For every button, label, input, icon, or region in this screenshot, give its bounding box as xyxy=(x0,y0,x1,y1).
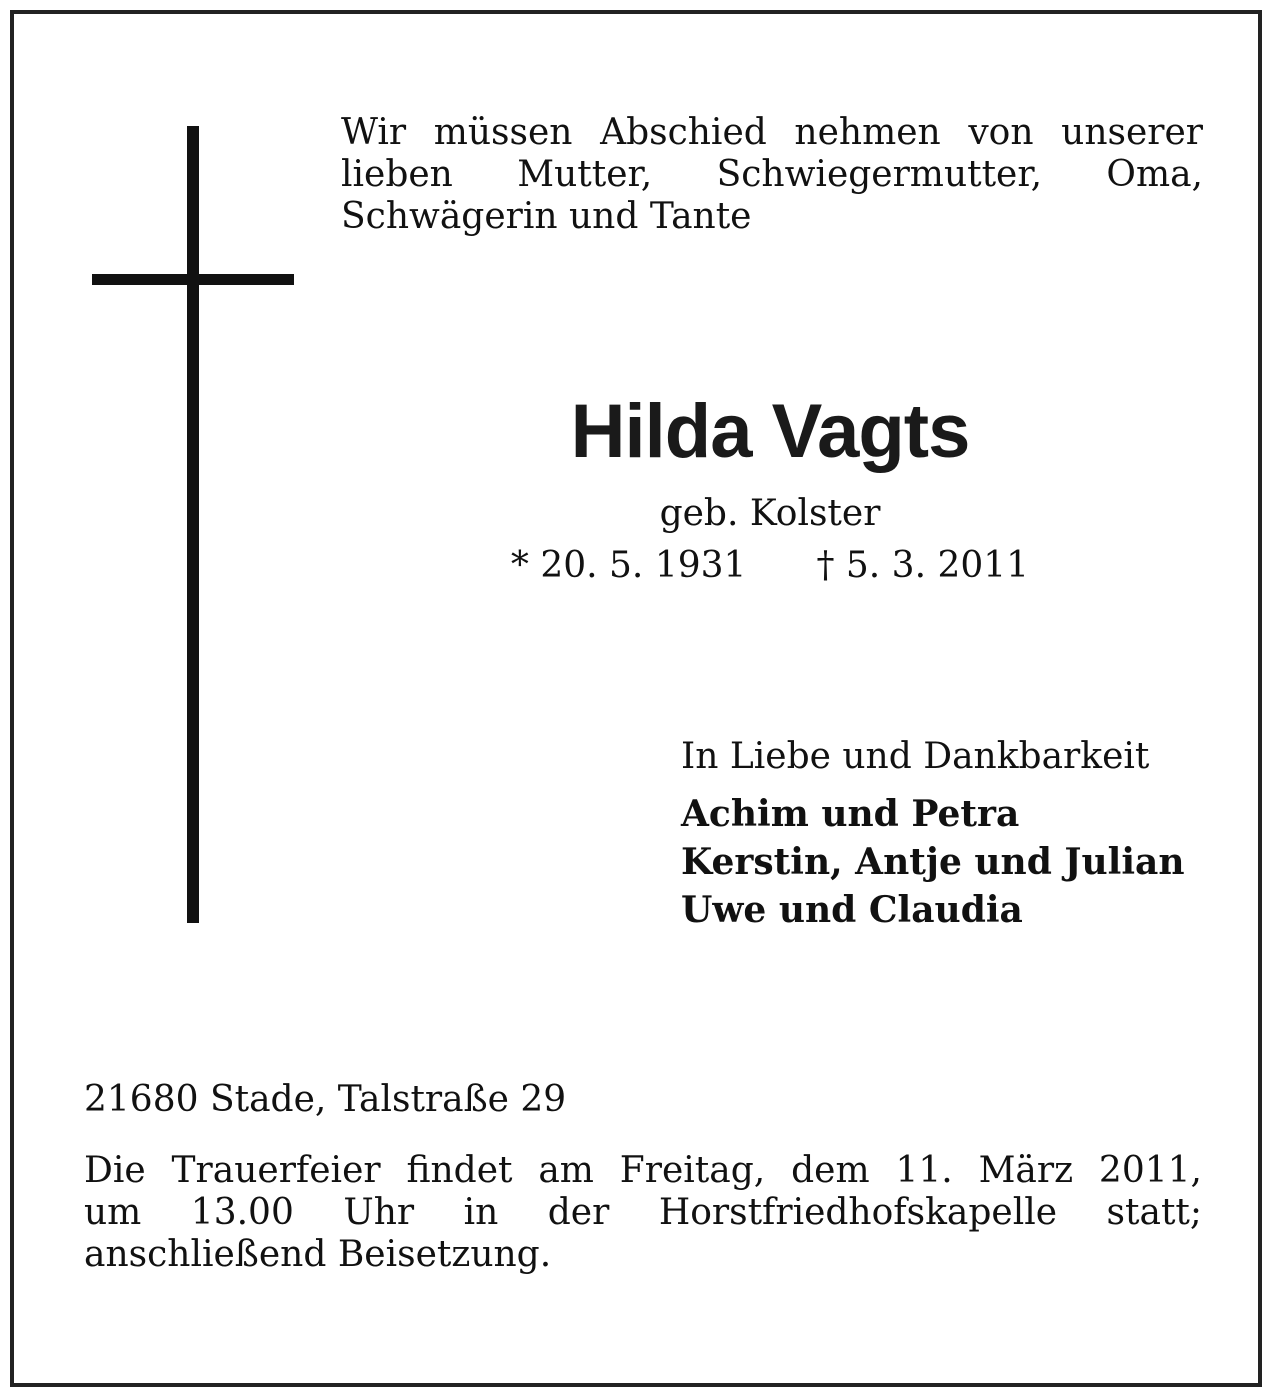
mourner-name: Kerstin, Antje und Julian xyxy=(681,841,1185,883)
intro-text xyxy=(341,112,1203,238)
address: 21680 Stade, Talstraße 29 xyxy=(84,1079,567,1120)
cross-icon-crossbar xyxy=(92,274,294,285)
maiden-name: geb. Kolster xyxy=(659,493,881,534)
mourner-name: Uwe und Claudia xyxy=(681,889,1023,931)
birth-date: * 20. 5. 1931 xyxy=(510,545,747,586)
life-dates xyxy=(420,544,1120,588)
intro-line: Wir müssen Abschied nehmen von unserer xyxy=(341,112,1203,153)
mourner-name: Achim und Petra xyxy=(681,793,1020,835)
cross-icon xyxy=(187,126,199,923)
deceased-name: Hilda Vagts xyxy=(570,389,970,474)
closing-phrase: In Liebe und Dankbarkeit xyxy=(681,736,1150,777)
intro-line: lieben Mutter, Schwiegermutter, Oma, xyxy=(341,154,1203,195)
ceremony-line: um 13.00 Uhr in der Horstfriedhofskapelle statt; xyxy=(84,1192,1202,1233)
ceremony-text xyxy=(84,1150,1202,1276)
ceremony-line: anschließend Beisetzung. xyxy=(84,1234,552,1275)
intro-line: Schwägerin und Tante xyxy=(341,196,752,237)
mourner-list xyxy=(681,790,1221,934)
ceremony-line: Die Trauerfeier findet am Freitag, dem 11. März 2011, xyxy=(84,1150,1202,1191)
death-date: † 5. 3. 2011 xyxy=(816,545,1030,586)
